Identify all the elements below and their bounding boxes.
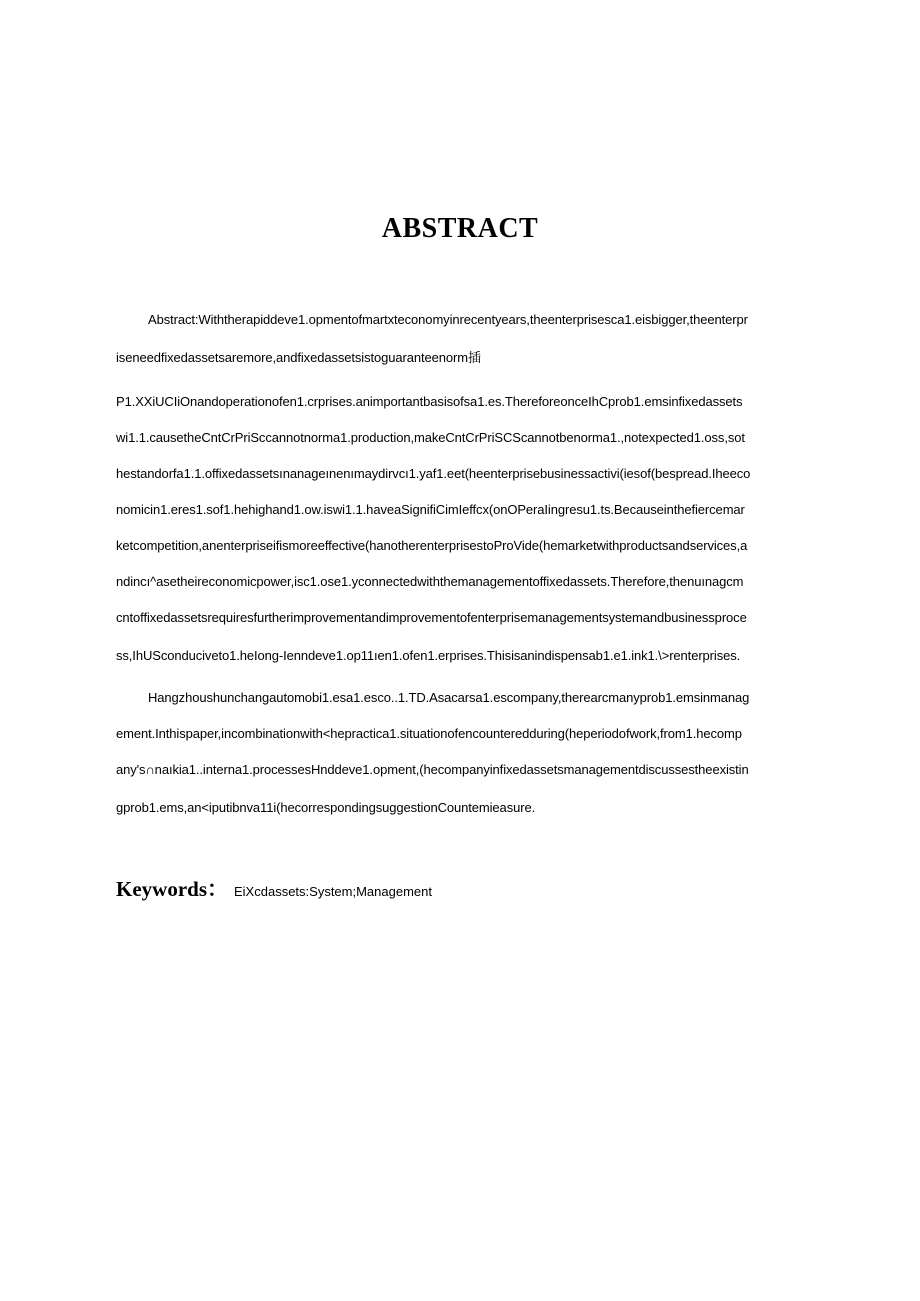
text-line: Abstract:Withtherapiddeve1.opmentofmartxteconomyinrecentyears,theenterprisesca1.eisbigger,theenterpr bbox=[148, 312, 748, 327]
text-line: any's∩naıkia1..interna1.processesHnddeve1.opment,(hecompanyinfixedassetsmanagementdiscussestheexistin bbox=[116, 762, 749, 777]
text-line: Hangzhoushunchangautomobi1.esa1.esco..1.TD.Asacarsa1.escompany,therearcmanyprob1.emsinmanag bbox=[148, 690, 750, 705]
text-line: gprob1.ems,an<iputibnva11i(hecorrespondingsuggestionCountemieasure. bbox=[116, 800, 536, 815]
text-line: P1.XXiUCIiOnandoperationofen1.crprises.animportantbasisofsa1.es.ThereforeonceIhCprob1.emsinfixedassets bbox=[116, 394, 743, 409]
text-line: ement.Inthispaper,incombinationwith<hepractica1.situationofencounteredduring(heperiodofwork,from1.hecomp bbox=[116, 726, 742, 741]
keywords-line bbox=[116, 873, 432, 903]
text-line: hestandorfa1.1.offixedassetsınanageınenımaydirvcı1.yaf1.eet(heenterprisebusinessactivi(iesof(bespread.Iheeco bbox=[116, 466, 751, 481]
text-line: ss,IhUSconduciveto1.heIong-Ienndeve1.op11ıen1.ofen1.erprises.Thisisanindispensab1.e1.ink1.\>renterprises. bbox=[116, 648, 741, 663]
abstract-title: ABSTRACT bbox=[381, 213, 539, 244]
text-line: iseneedfixedassetsaremore,andfixedassetsistoguaranteenorm插 bbox=[116, 350, 481, 365]
keywords-value: EiXcdassets:System;Management bbox=[234, 884, 432, 899]
text-line: ketcompetition,anenterpriseifismoreeffective(hanotherenterprisestoProVide(hemarketwithproductsandservices,a bbox=[116, 538, 748, 553]
text-line: ndincı^asetheireconomicpower,isc1.ose1.yconnectedwiththemanagementoffixedassets.Therefore,thenuınagcm bbox=[116, 574, 744, 589]
text-line: cntoffixedassetsrequiresfurtherimprovementandimprovementofenterprisemanagementsystemandbusinessproce bbox=[116, 610, 747, 625]
text-line: wi1.1.causetheCntCrPriSccannotnorma1.production,makeCntCrPriSCScannotbenorma1.,notexpected1.oss,sot bbox=[116, 430, 745, 445]
text-line: nomicin1.eres1.sof1.hehighand1.ow.iswi1.1.haveaSignifiCimIeffcx(onOPeraIingresu1.ts.Becauseinthefiercemar bbox=[116, 502, 745, 517]
keywords-label: Keywords： bbox=[116, 877, 228, 901]
